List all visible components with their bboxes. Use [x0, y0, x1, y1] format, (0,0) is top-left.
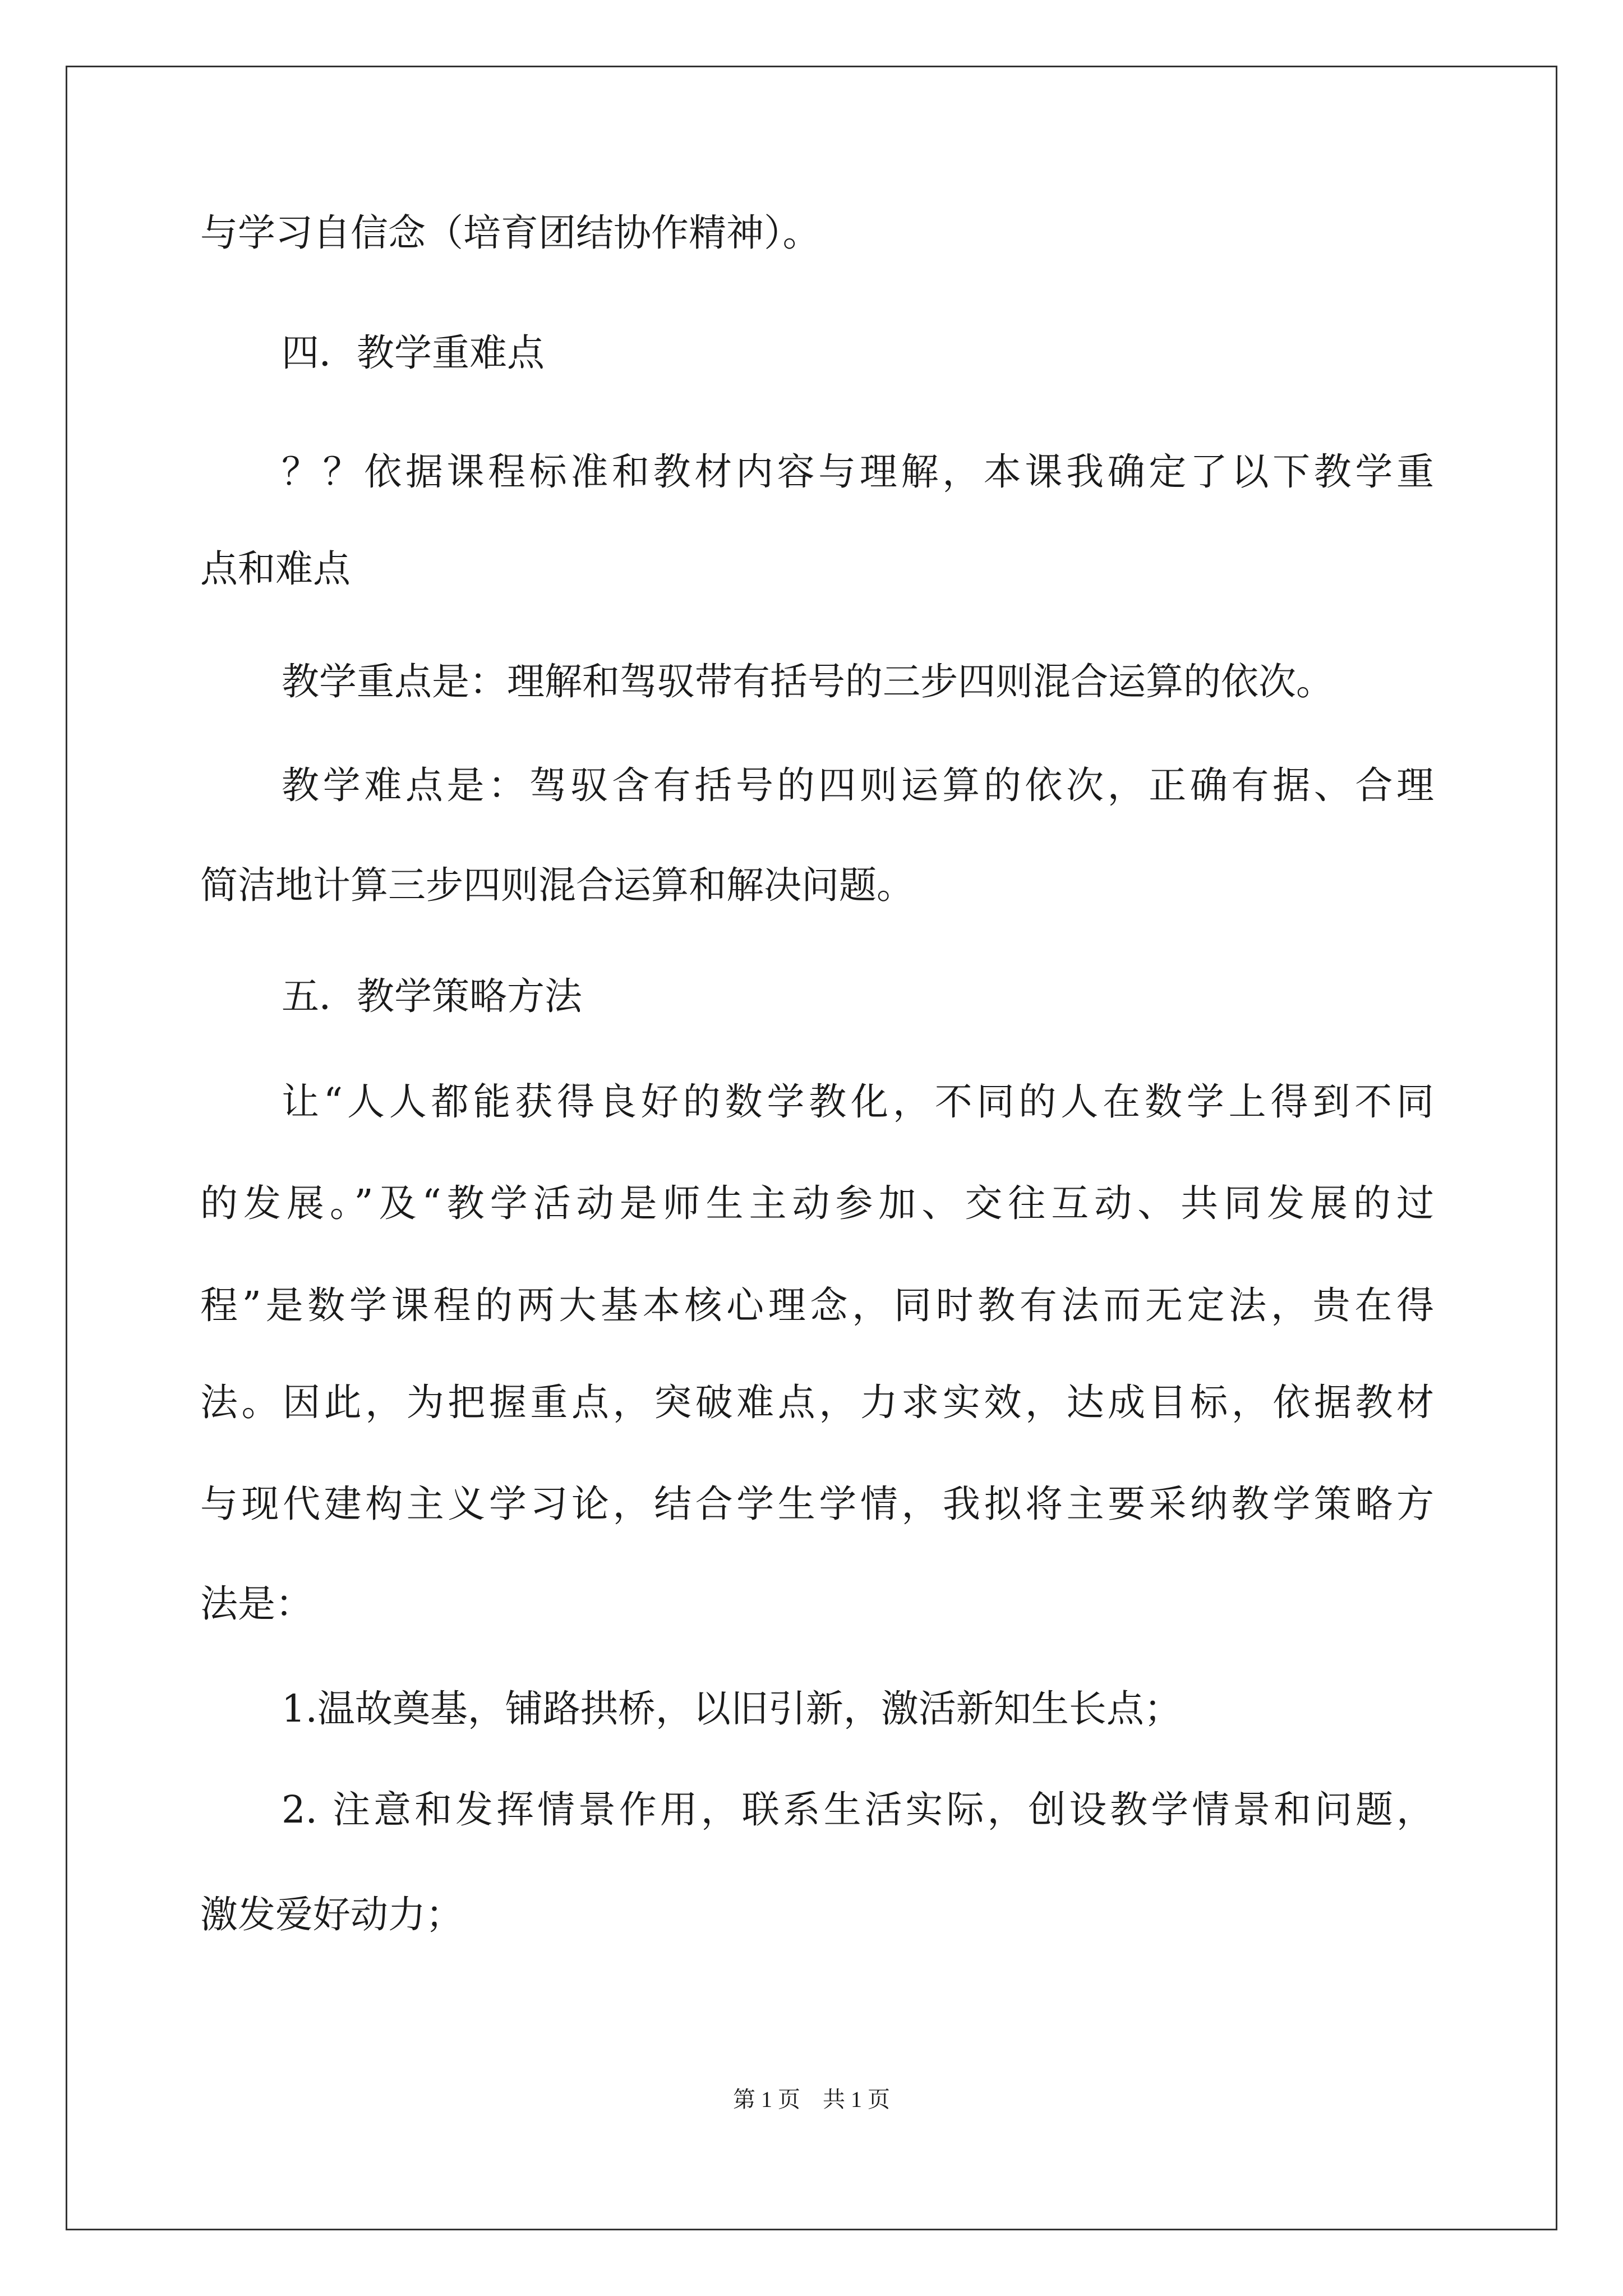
- paragraph-line: 教学重点是：理解和驾驭带有括号的三步四则混合运算的依次。: [282, 660, 1334, 703]
- paragraph-line: 简洁地计算三步四则混合运算和解决问题。: [200, 863, 914, 907]
- paragraph-line: 让“人人都能获得良好的数学教化，不同的人在数学上得到不同: [282, 1080, 1434, 1124]
- section-heading: 四．教学重难点: [282, 331, 545, 375]
- page-number-footer: 第 1 页 共 1 页: [733, 2087, 890, 2112]
- paragraph-line: ？？依据课程标准和教材内容与理解，本课我确定了以下教学重: [282, 450, 1434, 494]
- paragraph-line: 法。因此，为把握重点，突破难点，力求实效，达成目标，依据教材: [200, 1381, 1434, 1424]
- paragraph-line: 教学难点是：驾驭含有括号的四则运算的依次，正确有据、合理: [282, 763, 1434, 807]
- paragraph-line: 程”是数学课程的两大基本核心理念，同时教有法而无定法，贵在得: [200, 1283, 1434, 1327]
- paragraph-line: 与现代建构主义学习论，结合学生学情，我拟将主要采纳教学策略方: [200, 1482, 1434, 1526]
- paragraph-line: 激发爱好动力；: [200, 1893, 463, 1936]
- paragraph-line: 与学习自信念（培育团结协作精神）。: [200, 211, 820, 255]
- paragraph-line: 点和难点: [200, 547, 351, 591]
- paragraph-line: 的发展。”及“教学活动是师生主动参加、交往互动、共同发展的过: [200, 1181, 1434, 1225]
- section-heading: 五．教学策略方法: [282, 974, 582, 1018]
- list-item: 1.温故奠基，铺路拱桥，以旧引新，激活新知生长点；: [282, 1687, 1182, 1731]
- list-item: 2. 注意和发挥情景作用，联系生活实际，创设教学情景和问题，: [282, 1788, 1434, 1832]
- paragraph-line: 法是：: [200, 1582, 313, 1626]
